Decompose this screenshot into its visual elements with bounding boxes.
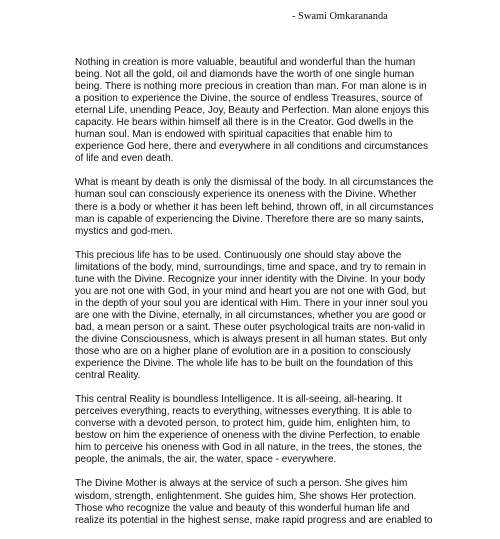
document-body xyxy=(75,57,433,539)
text-line: Nothing in creation is more valuable, beautiful and wonderful than the human xyxy=(75,57,416,68)
text-line: people, the animals, the air, the water, space - everywhere. xyxy=(75,454,337,466)
text-line: realize its potential in the highest sense, make rapid progress and are enabled to xyxy=(75,514,433,526)
text-line: perceives everything, reacts to everything, witnesses everything. It is able to xyxy=(75,406,412,418)
paragraph xyxy=(75,57,433,165)
text-line: converse with a devoted person, to protect him, guide him, enlighten him, to xyxy=(75,418,411,430)
text-line: limitations of the body, mind, surroundings, time and space, and try to remain in xyxy=(75,261,427,273)
paragraph xyxy=(75,250,433,383)
paragraph xyxy=(75,478,433,526)
text-line: are one with the Divine, eternally, in all circumstances, whether you are good or xyxy=(75,309,427,321)
text-line: capacity. He bears within himself all there is in the Creator. God dwells in the xyxy=(75,117,414,129)
text-line: mystics and god-men. xyxy=(75,225,173,237)
text-line: Those who recognize the value and beauty of this wonderful human life and xyxy=(75,502,410,514)
text-line: you are not one with God, in your mind and heart you are not one with God, but xyxy=(75,285,426,297)
text-line: of life and even death. xyxy=(75,153,174,165)
text-line: him to perceive his oneness with God in all nature, in the trees, the stones, the xyxy=(75,442,422,454)
text-line: experience the Divine. The whole life has to be built on the foundation of this xyxy=(75,358,413,370)
paragraph xyxy=(75,177,433,237)
text-line: the divine Consciousness, which is always present in all human states. But only xyxy=(75,333,427,345)
text-line: human soul can consciously experience its oneness with the Divine. Whether xyxy=(75,189,417,201)
text-line: human soul. Man is endowed with spiritual capacities that enable him to xyxy=(75,129,393,141)
text-line: The Divine Mother is always at the service of such a person. She gives him xyxy=(75,478,408,490)
text-line: This central Reality is boundless Intelligence. It is all-seeing, all-hearing. It xyxy=(75,394,402,406)
text-line: man is capable of experiencing the Divine. Therefore there are so many saints, xyxy=(75,213,424,225)
text-line: those who are on a higher plane of evolution are in a position to consciously xyxy=(75,346,411,358)
text-line: in the depth of your soul you are identical with Him. There in your inner soul you xyxy=(75,297,428,309)
text-line: central Reality. xyxy=(75,370,141,382)
text-line: experience God here, there and everywhere in all conditions and circumstances xyxy=(75,141,428,153)
text-line: wisdom, strength, enlightenment. She guides him, She shows Her protection. xyxy=(75,490,417,502)
text-line: tune with the Divine. Recognize your inner identity with the Divine. In your body xyxy=(75,273,426,285)
text-line: bad, a mean person or a saint. These outer psychological traits are non-valid in xyxy=(75,321,426,333)
text-line: What is meant by death is only the dismissal of the body. In all circumstances the xyxy=(75,177,434,189)
paragraph xyxy=(75,394,433,466)
text-line: being. There is nothing more precious in creation than man. For man alone is in xyxy=(75,81,427,93)
text-line: This precious life has to be used. Continuously one should stay above the xyxy=(75,249,402,261)
text-line: bestow on him the experience of oneness with the divine Perfection, to enable xyxy=(75,430,421,442)
text-line: eternal Life, unending Peace, Joy, Beauty and Perfection. Man alone enjoys this xyxy=(75,105,429,117)
text-line: there is a body or whether it has been left behind, thrown off, in all circumstances xyxy=(75,201,434,213)
text-line: being. Not all the gold, oil and diamonds have the worth of one single human xyxy=(75,69,415,81)
author-attribution: - Swami Omkarananda xyxy=(292,11,388,22)
text-line: a position to experience the Divine, the source of endless Treasures, source of xyxy=(75,93,423,105)
